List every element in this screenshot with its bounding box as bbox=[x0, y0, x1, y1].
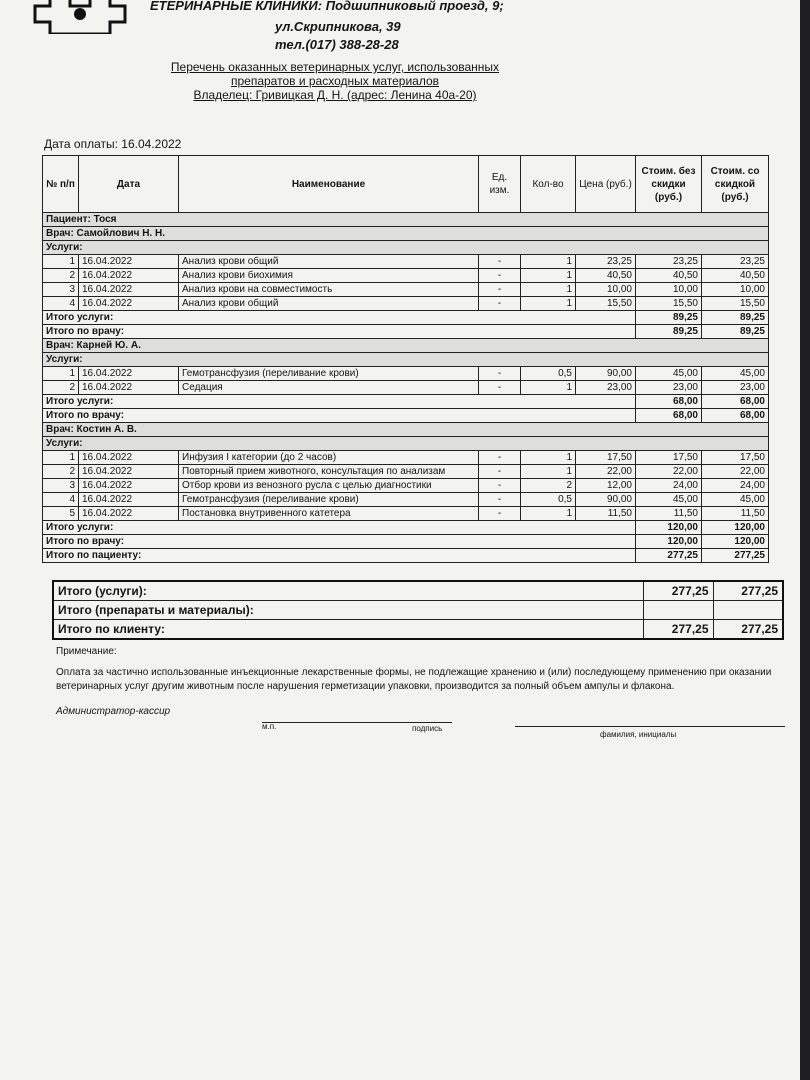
row-unit: - bbox=[479, 283, 521, 297]
row-price: 12,00 bbox=[576, 479, 636, 493]
summary-label: Итого по клиенту: bbox=[53, 620, 643, 640]
row-price: 90,00 bbox=[576, 493, 636, 507]
services-label: Услуги: bbox=[43, 241, 769, 255]
row-price: 10,00 bbox=[576, 283, 636, 297]
row-number: 4 bbox=[43, 493, 79, 507]
title-line-2: препаратов и расходных материалов bbox=[230, 74, 440, 88]
row-number: 3 bbox=[43, 283, 79, 297]
col-date: Дата bbox=[79, 156, 179, 213]
row-cost-discount: 45,00 bbox=[702, 367, 769, 381]
summary-row bbox=[53, 601, 783, 620]
row-price: 22,00 bbox=[576, 465, 636, 479]
table-row bbox=[43, 479, 769, 493]
row-number: 2 bbox=[43, 465, 79, 479]
row-qty: 1 bbox=[521, 507, 576, 521]
row-cost: 45,00 bbox=[636, 493, 702, 507]
col-name: Наименование bbox=[179, 156, 479, 213]
row-qty: 1 bbox=[521, 255, 576, 269]
row-cost: 11,50 bbox=[636, 507, 702, 521]
row-cost: 23,25 bbox=[636, 255, 702, 269]
col-num: № п/п bbox=[43, 156, 79, 213]
doctor-row bbox=[43, 339, 769, 353]
name-line bbox=[515, 726, 785, 727]
row-cost-discount: 23,00 bbox=[702, 381, 769, 395]
row-date: 16.04.2022 bbox=[79, 465, 179, 479]
patient-row bbox=[43, 213, 769, 227]
doctor-total-label: Итого по врачу: bbox=[43, 535, 636, 549]
row-cost-discount: 17,50 bbox=[702, 451, 769, 465]
row-price: 15,50 bbox=[576, 297, 636, 311]
table-row bbox=[43, 493, 769, 507]
doctor-total-discount: 68,00 bbox=[702, 409, 769, 423]
col-cost: Стоим. без скидки (руб.) bbox=[636, 156, 702, 213]
summary-cost-discount: 277,25 bbox=[713, 581, 783, 601]
row-qty: 0,5 bbox=[521, 367, 576, 381]
doctor-total-cost: 89,25 bbox=[636, 325, 702, 339]
row-name: Анализ крови общий bbox=[179, 297, 479, 311]
row-cost: 15,50 bbox=[636, 297, 702, 311]
dark-background bbox=[800, 0, 810, 1080]
stamp-label: м.п. bbox=[262, 722, 277, 731]
row-price: 90,00 bbox=[576, 367, 636, 381]
summary-table bbox=[52, 580, 784, 640]
row-name: Седация bbox=[179, 381, 479, 395]
row-cost-discount: 11,50 bbox=[702, 507, 769, 521]
patient-total-row bbox=[43, 549, 769, 563]
row-name: Гемотрансфузия (переливание крови) bbox=[179, 367, 479, 381]
row-unit: - bbox=[479, 507, 521, 521]
services-total-row bbox=[43, 311, 769, 325]
row-qty: 1 bbox=[521, 465, 576, 479]
doctor-total-row bbox=[43, 409, 769, 423]
doctor-total-discount: 89,25 bbox=[702, 325, 769, 339]
services-total-cost: 89,25 bbox=[636, 311, 702, 325]
doctor-row bbox=[43, 227, 769, 241]
table-row bbox=[43, 381, 769, 395]
row-name: Постановка внутривенного катетера bbox=[179, 507, 479, 521]
summary-cost: 277,25 bbox=[643, 581, 713, 601]
row-unit: - bbox=[479, 451, 521, 465]
table-row bbox=[43, 451, 769, 465]
services-total-discount: 120,00 bbox=[702, 521, 769, 535]
row-price: 23,00 bbox=[576, 381, 636, 395]
services-total-discount: 68,00 bbox=[702, 395, 769, 409]
col-price: Цена (руб.) bbox=[576, 156, 636, 213]
summary-row bbox=[53, 620, 783, 640]
row-cost: 45,00 bbox=[636, 367, 702, 381]
row-price: 11,50 bbox=[576, 507, 636, 521]
row-date: 16.04.2022 bbox=[79, 367, 179, 381]
doctor-total-label: Итого по врачу: bbox=[43, 409, 636, 423]
row-unit: - bbox=[479, 493, 521, 507]
row-date: 16.04.2022 bbox=[79, 255, 179, 269]
payment-date: Дата оплаты: 16.04.2022 bbox=[44, 137, 182, 151]
clinic-phone: тел.(017) 388-28-28 bbox=[275, 37, 399, 52]
col-cost-disc: Стоим. со скидкой (руб.) bbox=[702, 156, 769, 213]
table-header bbox=[43, 156, 769, 213]
doctor-name: Врач: Самойлович Н. Н. bbox=[43, 227, 769, 241]
row-number: 3 bbox=[43, 479, 79, 493]
doctor-total-row bbox=[43, 535, 769, 549]
row-unit: - bbox=[479, 255, 521, 269]
row-cost-discount: 15,50 bbox=[702, 297, 769, 311]
services-total-cost: 120,00 bbox=[636, 521, 702, 535]
clinic-logo-icon bbox=[30, 0, 130, 34]
row-qty: 1 bbox=[521, 451, 576, 465]
signature-line bbox=[262, 722, 452, 723]
doctor-total-discount: 120,00 bbox=[702, 535, 769, 549]
patient-total-label: Итого по пациенту: bbox=[43, 549, 636, 563]
row-name: Анализ крови общий bbox=[179, 255, 479, 269]
row-qty: 0,5 bbox=[521, 493, 576, 507]
services-table bbox=[42, 155, 769, 563]
row-qty: 1 bbox=[521, 381, 576, 395]
row-date: 16.04.2022 bbox=[79, 381, 179, 395]
row-cost: 22,00 bbox=[636, 465, 702, 479]
table-row bbox=[43, 367, 769, 381]
row-date: 16.04.2022 bbox=[79, 269, 179, 283]
row-price: 23,25 bbox=[576, 255, 636, 269]
row-date: 16.04.2022 bbox=[79, 297, 179, 311]
title-line-1: Перечень оказанных ветеринарных услуг, использованных bbox=[170, 60, 500, 74]
name-label: фамилия, инициалы bbox=[600, 730, 677, 739]
row-cost: 40,50 bbox=[636, 269, 702, 283]
document-title bbox=[140, 60, 530, 102]
services-label-row bbox=[43, 437, 769, 451]
services-label-row bbox=[43, 241, 769, 255]
row-cost-discount: 24,00 bbox=[702, 479, 769, 493]
row-number: 4 bbox=[43, 297, 79, 311]
summary-row bbox=[53, 581, 783, 601]
row-date: 16.04.2022 bbox=[79, 507, 179, 521]
row-date: 16.04.2022 bbox=[79, 493, 179, 507]
services-total-cost: 68,00 bbox=[636, 395, 702, 409]
summary-cost-discount bbox=[713, 601, 783, 620]
row-price: 17,50 bbox=[576, 451, 636, 465]
row-cost-discount: 22,00 bbox=[702, 465, 769, 479]
row-number: 1 bbox=[43, 367, 79, 381]
services-label: Услуги: bbox=[43, 437, 769, 451]
signature-label: подпись bbox=[412, 724, 443, 733]
services-total-discount: 89,25 bbox=[702, 311, 769, 325]
table-body bbox=[43, 213, 769, 563]
patient-name: Пациент: Тося bbox=[43, 213, 769, 227]
row-date: 16.04.2022 bbox=[79, 451, 179, 465]
table-row bbox=[43, 507, 769, 521]
table-row bbox=[43, 465, 769, 479]
summary-cost: 277,25 bbox=[643, 620, 713, 640]
row-unit: - bbox=[479, 269, 521, 283]
services-total-label: Итого услуги: bbox=[43, 311, 636, 325]
services-label-row bbox=[43, 353, 769, 367]
doctor-total-label: Итого по врачу: bbox=[43, 325, 636, 339]
row-cost-discount: 45,00 bbox=[702, 493, 769, 507]
row-qty: 1 bbox=[521, 269, 576, 283]
row-cost: 17,50 bbox=[636, 451, 702, 465]
clinic-name: ЕТЕРИНАРНЫЕ КЛИНИКИ: Подшипниковый проезд, 9; bbox=[150, 0, 504, 13]
table-row bbox=[43, 283, 769, 297]
owner-line: Владелец: Гривицкая Д. Н. (адрес: Ленина 40а-20) bbox=[193, 88, 477, 102]
table-row bbox=[43, 255, 769, 269]
row-number: 5 bbox=[43, 507, 79, 521]
doctor-name: Врач: Карней Ю. А. bbox=[43, 339, 769, 353]
doctor-name: Врач: Костин А. В. bbox=[43, 423, 769, 437]
summary-cost bbox=[643, 601, 713, 620]
doctor-total-row bbox=[43, 325, 769, 339]
row-cost-discount: 10,00 bbox=[702, 283, 769, 297]
row-cost: 24,00 bbox=[636, 479, 702, 493]
table-row bbox=[43, 269, 769, 283]
row-unit: - bbox=[479, 297, 521, 311]
row-name: Анализ крови биохимия bbox=[179, 269, 479, 283]
row-date: 16.04.2022 bbox=[79, 283, 179, 297]
row-qty: 1 bbox=[521, 283, 576, 297]
cashier-label: Администратор-кассир bbox=[56, 706, 171, 717]
row-number: 1 bbox=[43, 255, 79, 269]
row-unit: - bbox=[479, 479, 521, 493]
doctor-total-cost: 68,00 bbox=[636, 409, 702, 423]
row-number: 1 bbox=[43, 451, 79, 465]
row-name: Гемотрансфузия (переливание крови) bbox=[179, 493, 479, 507]
note-title: Примечание: bbox=[56, 646, 117, 657]
row-name: Анализ крови на совместимость bbox=[179, 283, 479, 297]
row-name: Повторный прием животного, консультация по анализам bbox=[179, 465, 479, 479]
patient-total-discount: 277,25 bbox=[702, 549, 769, 563]
row-number: 2 bbox=[43, 269, 79, 283]
row-unit: - bbox=[479, 367, 521, 381]
row-cost-discount: 23,25 bbox=[702, 255, 769, 269]
clinic-address: ул.Скрипникова, 39 bbox=[275, 19, 401, 34]
summary-label: Итого (услуги): bbox=[53, 581, 643, 601]
services-total-row bbox=[43, 521, 769, 535]
row-name: Инфузия I категории (до 2 часов) bbox=[179, 451, 479, 465]
row-date: 16.04.2022 bbox=[79, 479, 179, 493]
row-unit: - bbox=[479, 381, 521, 395]
col-unit: Ед. изм. bbox=[479, 156, 521, 213]
row-name: Отбор крови из венозного русла с целью диагностики bbox=[179, 479, 479, 493]
summary-cost-discount: 277,25 bbox=[713, 620, 783, 640]
note-text: Оплата за частично использованные инъекционные лекарственные формы, не подлежащие хранению и (или) последующему применению при оказании ветеринарных услуг другим животным после нарушения герметизации упаковки, производится за полный объем ампулы и флакона. bbox=[56, 667, 772, 692]
services-total-label: Итого услуги: bbox=[43, 395, 636, 409]
services-total-label: Итого услуги: bbox=[43, 521, 636, 535]
services-label: Услуги: bbox=[43, 353, 769, 367]
row-qty: 1 bbox=[521, 297, 576, 311]
row-number: 2 bbox=[43, 381, 79, 395]
doctor-total-cost: 120,00 bbox=[636, 535, 702, 549]
patient-total-cost: 277,25 bbox=[636, 549, 702, 563]
row-price: 40,50 bbox=[576, 269, 636, 283]
row-qty: 2 bbox=[521, 479, 576, 493]
row-cost: 10,00 bbox=[636, 283, 702, 297]
services-total-row bbox=[43, 395, 769, 409]
table-row bbox=[43, 297, 769, 311]
row-cost: 23,00 bbox=[636, 381, 702, 395]
summary-label: Итого (препараты и материалы): bbox=[53, 601, 643, 620]
col-qty: Кол-во bbox=[521, 156, 576, 213]
doctor-row bbox=[43, 423, 769, 437]
row-cost-discount: 40,50 bbox=[702, 269, 769, 283]
row-unit: - bbox=[479, 465, 521, 479]
